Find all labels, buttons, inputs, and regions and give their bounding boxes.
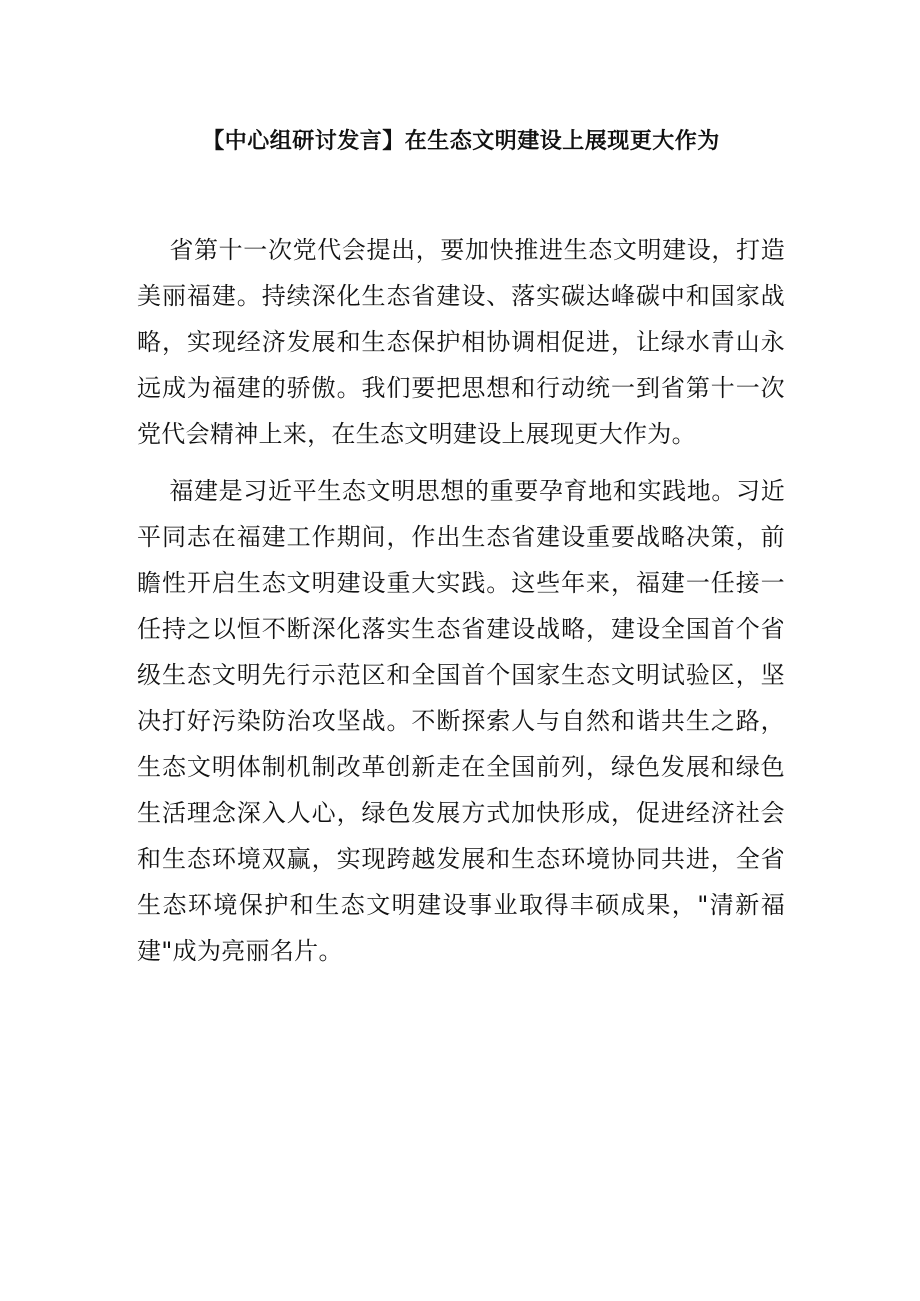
document-title: 【中心组研讨发言】在生态文明建设上展现更大作为 <box>202 129 720 154</box>
document-body <box>137 227 785 974</box>
paragraph-1: 省第十一次党代会提出，要加快推进生态文明建设，打造美丽福建。持续深化生态省建设、落实碳达峰碳中和国家战略，实现经济发展和生态保护相协调相促进，让绿水青山永远成为福建的骄傲。我们要把思想和行动统一到省第十一次党代会精神上来，在生态文明建设上展现更大作为。 <box>137 236 785 448</box>
paragraph-2: 福建是习近平生态文明思想的重要孕育地和实践地。习近平同志在福建工作期间，作出生态省建设重要战略决策，前瞻性开启生态文明建设重大实践。这些年来，福建一任接一任持之以恒不断深化落实生态省建设战略，建设全国首个省级生态文明先行示范区和全国首个国家生态文明试验区，坚决打好污染防治攻坚战。不断探索人与自然和谐共生之路，生态文明体制机制改革创新走在全国前列，绿色发展和绿色生活理念深入人心，绿色发展方式加快形成，促进经济社会和生态环境双赢，实现跨越发展和生态环境协同共进，全省生态环境保护和生态文明建设事业取得丰硕成果，"清新福建"成为亮丽名片。 <box>137 477 785 965</box>
